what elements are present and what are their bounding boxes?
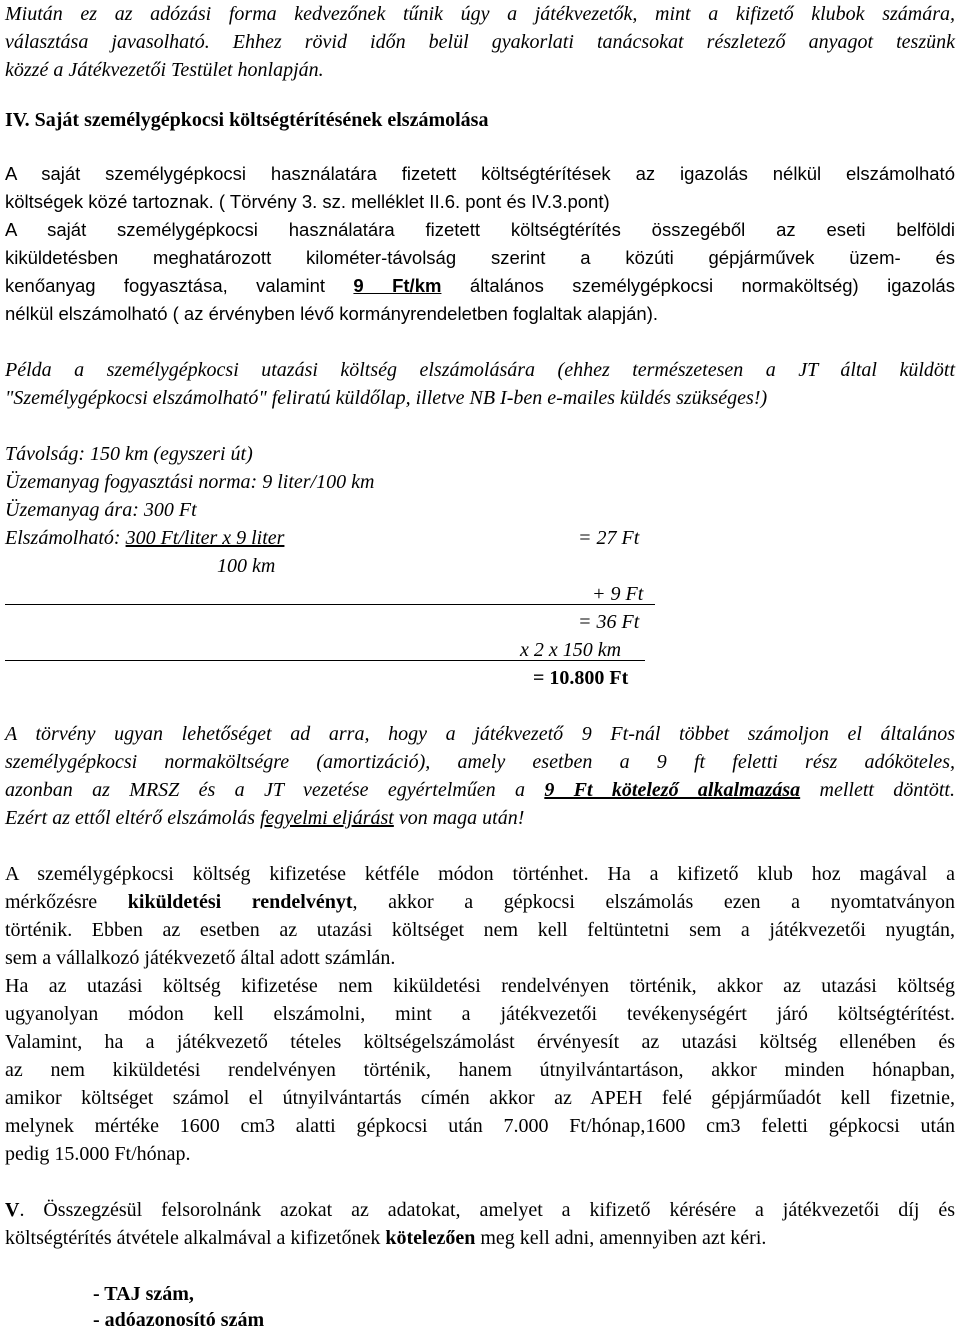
calc-multiplier: x 2 x 150 km <box>520 639 622 661</box>
section-5-number: V <box>5 1199 20 1221</box>
calc-divider-1 <box>5 604 655 605</box>
payment-line-10: melynek mértéke 1600 cm3 alatti gépkocsi után 7.000 Ft/hónap,1600 cm3 feletti gépkocsi után <box>5 1115 955 1137</box>
section-5-line-2 <box>5 1224 955 1252</box>
payment-line-7: Valamint, ha a játékvezető tételes költségelszámolást érvényesít az utazási költség ellenében és <box>5 1031 955 1053</box>
payment-line-1: A személygépkocsi költség kifizetése kétféle módon történhet. Ha a kifizető klub hoz magával a <box>5 863 955 885</box>
payment-line-2-end: , akkor a gépkocsi elszámolás ezen a nyomtatványon <box>352 891 956 913</box>
calc-result: = 27 Ft <box>578 527 640 549</box>
payment-line-4: sem a vállalkozó játékvezető által adott számlán. <box>5 947 396 969</box>
calc-numerator: 300 Ft/liter x 9 liter <box>125 527 285 549</box>
p2-line-3-end: általános személygépkocsi normaköltség) igazolás <box>441 275 955 296</box>
section-4-p2-line-1: A saját személygépkocsi használatára fizetett költségtérítés összegéből az eseti belföldi <box>5 219 955 240</box>
payment-line-11: pedig 15.000 Ft/hónap. <box>5 1143 191 1165</box>
section-4-p2-line-4: nélkül elszámolható ( az érvényben lévő kormányrendeletben foglaltak alapján). <box>5 303 659 324</box>
section-4-p2-line-2: kiküldetésben meghatározott kilométer-távolság szerint a közúti gépjárművek üzem- és <box>5 247 955 268</box>
law-line-3-start: azonban az MRSZ és a JT vezetése egyértelműen a <box>5 779 545 801</box>
section-5-line-1-text: . Összegzésül felsorolnánk azokat az adatokat, amelyet a kifizető kérésére a játékvezetői díj és <box>19 1199 955 1221</box>
law-line-1: A törvény ugyan lehetőséget ad arra, hogy a játékvezető 9 Ft-nál többet számoljon el általános <box>5 723 955 745</box>
example-distance: Távolság: 150 km (egyszeri út) <box>5 443 253 465</box>
calc-total: = 10.800 Ft <box>533 667 629 689</box>
mandatory-word: kötelezően <box>385 1227 476 1249</box>
mission-order: kiküldetési rendelvényt <box>127 891 353 913</box>
law-line-3 <box>5 776 955 804</box>
payment-line-5: Ha az utazási költség kifizetése nem kiküldetési rendelvényen történik, akkor az utazási költség <box>5 975 955 997</box>
payment-line-8: az nem kiküldetési rendelvényen történik, hanem útnyilvántartáson, akkor minden hónapban, <box>5 1059 955 1081</box>
section-5-line-1 <box>5 1196 955 1224</box>
calc-subtotal: = 36 Ft <box>578 611 640 633</box>
intro-line-2: választása javasolható. Ehhez rövid időn belül gyakorlati tanácsokat részletező anyagot teszünk <box>5 31 955 53</box>
rate-per-km: 9 Ft/km <box>353 275 442 296</box>
calc-formula <box>5 524 955 552</box>
list-item-taj: - TAJ szám, <box>93 1283 194 1305</box>
example-line-1: Példa a személygépkocsi utazási költség elszámolására (ehhez természetesen a JT által küldött <box>5 359 955 381</box>
payment-line-2 <box>5 888 955 916</box>
disciplinary-procedure: fegyelmi eljárást <box>259 807 394 829</box>
calc-divider-2 <box>5 660 645 661</box>
section-5-line-2-start: költségtérítés átvétele alkalmával a kifizetőnek <box>5 1227 386 1249</box>
mandatory-rate: 9 Ft kötelező alkalmazása <box>544 779 801 801</box>
section-4-p1-line-1: A saját személygépkocsi használatára fizetett költségtérítések az igazolás nélkül elszámolható <box>5 163 955 184</box>
list-item-tax-id: - adóazonosító szám <box>93 1309 265 1331</box>
law-line-4 <box>5 804 955 832</box>
calc-denominator: 100 km <box>217 555 276 577</box>
payment-line-3: történik. Ebben az esetben az utazási költséget nem kell feltüntetni sem a játékvezetői nyugtán, <box>5 919 955 941</box>
law-line-2: személygépkocsi normaköltségre (amortizáció), amely esetben a 9 ft feletti rész adóköteles, <box>5 751 955 773</box>
section-5-line-2-end: meg kell adni, amennyiben azt kéri. <box>475 1227 767 1249</box>
example-norm: Üzemanyag fogyasztási norma: 9 liter/100 km <box>5 471 375 493</box>
intro-line-3: közzé a Játékvezetői Testület honlapján. <box>5 59 324 81</box>
p2-line-3-start: kenőanyag fogyasztása, valamint <box>5 275 354 296</box>
payment-line-9: amikor költséget számol el útnyilvántartás címén akkor az APEH felé gépjárműadót kell fizetnie, <box>5 1087 955 1109</box>
law-line-4-start: Ezért az ettől eltérő elszámolás <box>5 807 260 829</box>
law-line-4-end: von maga után! <box>393 807 525 829</box>
example-line-2: "Személygépkocsi elszámolható" feliratú küldőlap, illetve NB I-ben e-mailes küldés szükséges!) <box>5 387 768 409</box>
calc-label: Elszámolható: <box>5 527 126 549</box>
section-4-heading: IV. Saját személygépkocsi költségtérítésének elszámolása <box>5 109 489 131</box>
law-line-3-end: mellett döntött. <box>800 779 955 801</box>
section-4-p1-line-2: költségek közé tartoznak. ( Törvény 3. sz. melléklet II.6. pont és IV.3.pont) <box>5 191 610 212</box>
section-4-p2-line-3 <box>5 272 955 300</box>
payment-line-2-start: mérkőzésre <box>5 891 128 913</box>
intro-line-1: Miután ez az adózási forma kedvezőnek tűnik úgy a játékvezetők, mint a kifizető klubok számára, <box>5 3 955 25</box>
payment-line-6: ugyanolyan módon kell elszámolni, mint a játékvezetői tevékenységért járó költségtérítést. <box>5 1003 955 1025</box>
calc-plus: + 9 Ft <box>592 583 644 605</box>
example-price: Üzemanyag ára: 300 Ft <box>5 499 197 521</box>
